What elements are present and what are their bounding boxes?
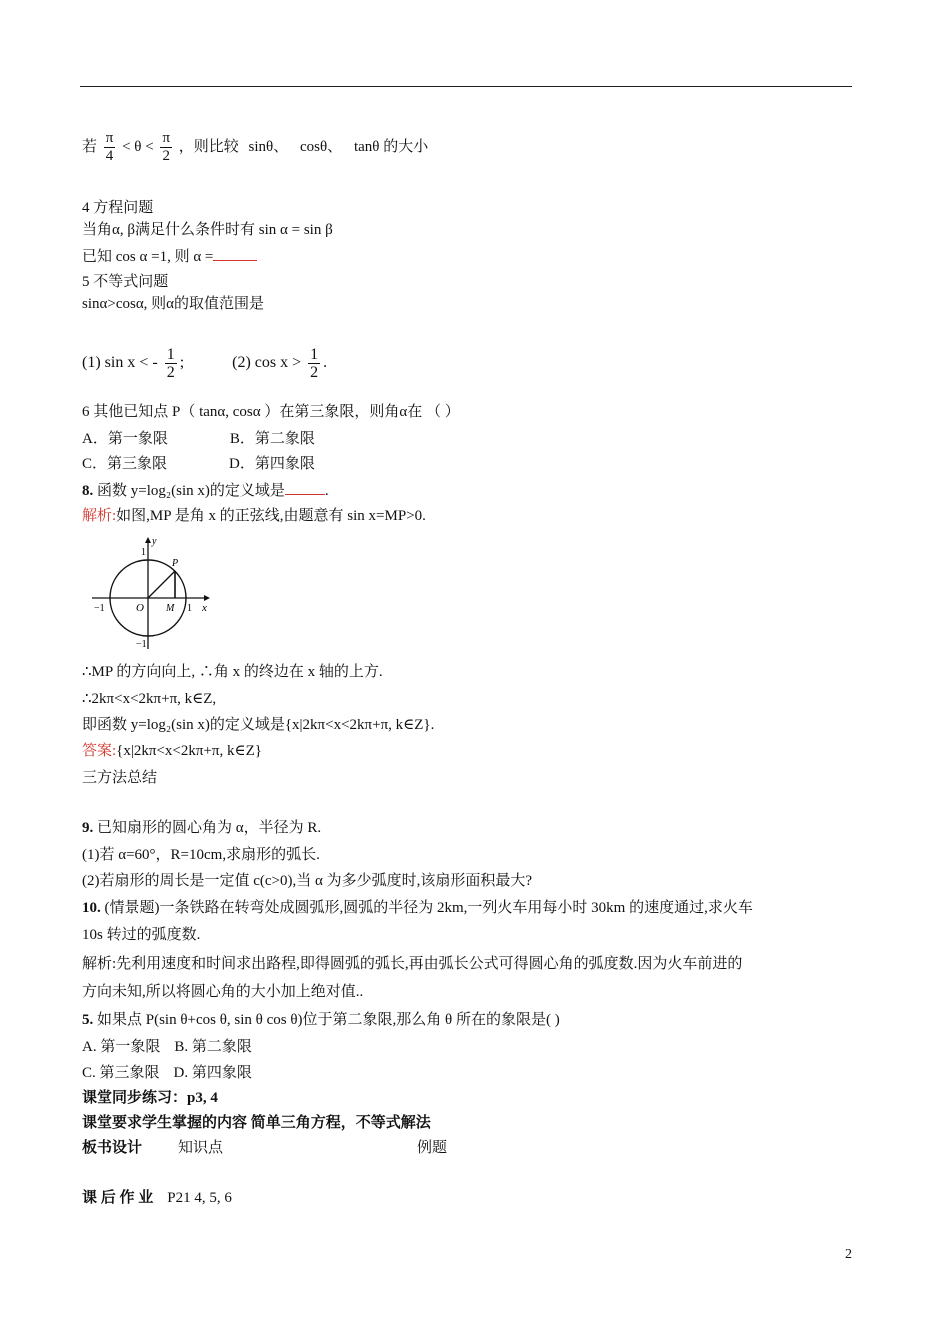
line-inequalities: (1) sin x < - $\frac{1}{2}$ ; (2) cos x > $\frac{1}{2}$ . [82, 346, 328, 381]
unit-circle-figure [86, 533, 218, 655]
analysis-8: 解析:如图,MP 是角 x 的正弦线,由题意有 sin x=MP>0. [82, 508, 426, 524]
fraction: $\frac{1}{2}$ [310, 346, 319, 381]
text: 若 [82, 138, 98, 155]
p-label: P [172, 558, 179, 569]
x-arrow [204, 595, 210, 601]
page-number: 2 [845, 1247, 852, 1262]
line-sin-gt-cos: sinα>cosα, 则α的取值范围是 [82, 296, 265, 312]
sin-label: sinθ、 [248, 138, 289, 155]
homework: 课 后 作 业 P21 4, 5, 6 [82, 1190, 232, 1206]
question-9-part1: (1)若 α=60°，R=10cm,求扇形的弧长. [82, 847, 320, 863]
analysis-label: 解析: [82, 508, 117, 524]
answer-8: 答案:{x|2kπ<x<2kπ+π, k∈Z} [82, 743, 262, 759]
question-9: 9. 已知扇形的圆心角为 α，半径为 R. [82, 820, 322, 836]
line-equation-condition: 当角α, β满足什么条件时有 sin α = sin β [82, 222, 333, 238]
analysis-domain: 即函数 y=log₂(sin x)的定义域是{x|2kπ<x<2kπ+π, k∈Z}. [82, 717, 435, 733]
tick-neg-one-left: −1 [94, 603, 105, 614]
analysis-10: 解析:先利用速度和时间求出路程,即得圆弧的弧长,再由弧长公式可得圆心角的弧度数.因为火车前进的 [82, 956, 743, 972]
tick-one-top: 1 [141, 547, 146, 558]
text: < θ < [122, 138, 154, 155]
question-10: 10. (情景题)一条铁路在转弯处成圆弧形,圆弧的半径为 2km,一列火车用每小时 30km 的速度通过,求火车 [82, 900, 753, 916]
question-6: 6 其他已知点 P（ tanα, cosα ）在第三象限，则角α在 （ ） [82, 404, 460, 420]
section-inequality: 5 不等式问题 [82, 274, 169, 290]
m-label: M [166, 603, 175, 614]
analysis-10-cont: 方向未知,所以将圆心角的大小加上绝对值.. [82, 984, 364, 1000]
question-9-part2: (2)若扇形的周长是一定值 c(c>0),当 α 为多少弧度时,该扇形面积最大? [82, 873, 533, 889]
answer-blank [285, 480, 325, 495]
fraction: $\frac{\pi}{4}$ [105, 130, 114, 164]
y-label: y [152, 536, 157, 547]
question-10-cont: 10s 转过的弧度数. [82, 927, 201, 943]
x-label: x [202, 602, 207, 614]
class-requirements: 课堂要求学生掌握的内容 简单三角方程，不等式解法 [82, 1115, 431, 1131]
class-practice: 课堂同步练习：p3, 4 [82, 1090, 218, 1106]
line-compare-trig [82, 130, 428, 165]
question-8: 8. 函数 y=log₂(sin x)的定义域是 . [82, 480, 329, 501]
terminal-side [148, 571, 175, 598]
tick-neg-one-bottom: −1 [136, 639, 147, 650]
tan-label: tanθ [353, 138, 380, 155]
text: ，则比较 [178, 138, 239, 155]
header-rule [80, 86, 852, 87]
o-label: O [136, 602, 144, 614]
fraction: $\frac{\pi}{2}$ [162, 130, 171, 164]
analysis-range: ∴2kπ<x<2kπ+π, k∈Z, [82, 691, 217, 707]
section-method-summary: 三方法总结 [82, 770, 158, 786]
options-cd: C．第三象限 D．第四象限 [82, 456, 315, 472]
options-ab: A．第一象限 B．第二象限 [82, 431, 315, 447]
board-design: 板书设计 知识点 例题 [82, 1140, 448, 1156]
options-cd-q5: C. 第三象限 D. 第四象限 [82, 1065, 252, 1081]
analysis-direction: ∴MP 的方向向上, ∴角 x 的终边在 x 轴的上方. [82, 664, 383, 680]
text: 的大小 [383, 138, 429, 155]
cos-label: cosθ、 [300, 138, 343, 155]
y-arrow [145, 537, 151, 543]
fraction: $\frac{1}{2}$ [166, 346, 175, 381]
answer-label: 答案: [82, 743, 117, 759]
answer-blank [213, 246, 257, 261]
options-ab-q5: A. 第一象限 B. 第二象限 [82, 1039, 252, 1055]
line-cos-one: 已知 cos α =1, 则 α = [82, 246, 257, 267]
tick-one-right: 1 [187, 603, 192, 614]
question-5: 5. 如果点 P(sin θ+cos θ, sin θ cos θ)位于第二象限,那么角 θ 所在的象限是( ) [82, 1012, 560, 1028]
section-equation: 4 方程问题 [82, 200, 154, 216]
